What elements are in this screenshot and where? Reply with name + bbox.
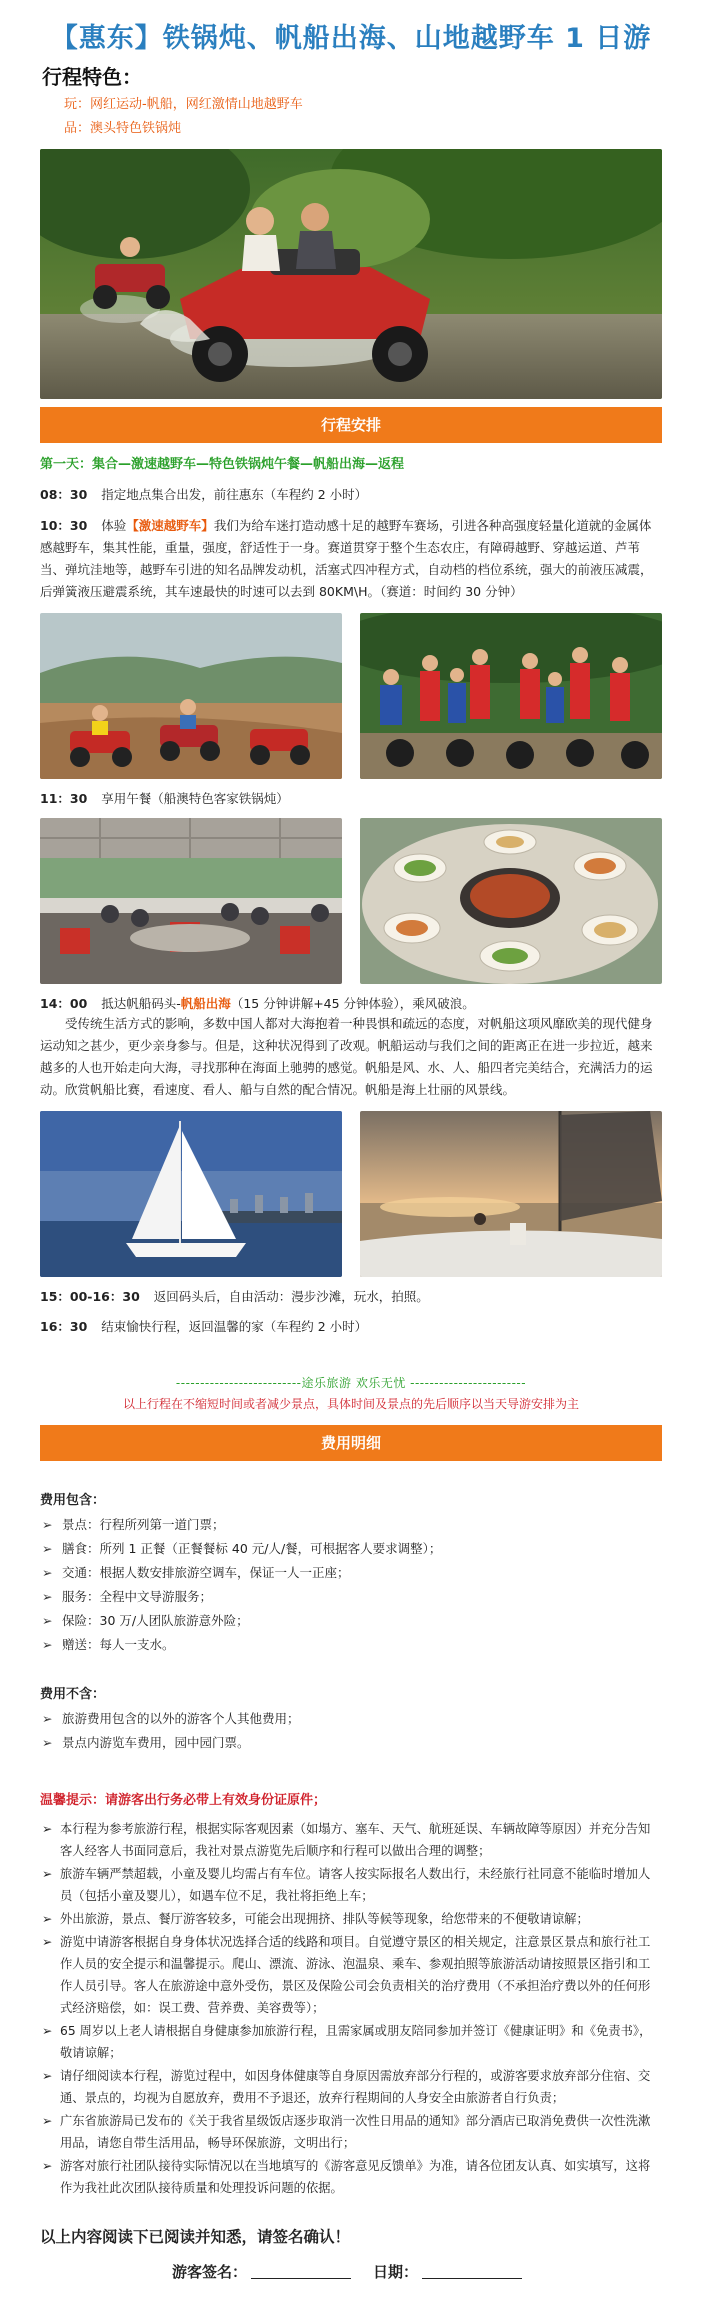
list-item: ➢ 保险：30 万/人团队旅游意外险； (40, 1609, 662, 1633)
list-item: ➢ 请仔细阅读本行程，游览过程中，如因身体健康等自身原因需放弃部分行程的，或游客要求放弃部分住宿、交通、景点的，均视为自愿放弃，费用不予退还，放弃行程期间的人身安全由旅游者自行负责； (40, 2065, 662, 2109)
time-label: 14：00 (40, 995, 88, 1011)
lunch-photo-pair (40, 818, 662, 984)
arrow-bullet-icon: ➢ (42, 1911, 53, 1926)
fee-include-list (40, 1513, 662, 1657)
arrow-bullet-icon: ➢ (42, 1866, 53, 1881)
timeline-row-1500 (40, 1287, 662, 1306)
arrow-bullet-icon: ➢ (42, 1735, 53, 1751)
time-label: 16：30 (40, 1318, 88, 1334)
list-item: ➢ 膳食：所列 1 正餐（正餐餐标 40 元/人/餐，可根据客人要求调整）； (40, 1537, 662, 1561)
timeline-text: 享用午餐（船澳特色客家铁锅炖） (101, 790, 289, 806)
features-heading: 行程特色： (42, 65, 142, 89)
sailing-description: 受传统生活方式的影响，多数中国人都对大海抱着一种畏惧和疏远的态度，对帆船这项风靡欧美的现代健身运动知之甚少，更少亲身参与。但是，这种状况得到了改观。帆船运动与我们之间的距离正在进一步拉近，越来越多的人也开始走向大海，寻找那种在海面上驰骋的感觉。帆船是风、水、人、船四者完美结合，充满活力的运动。欣赏帆船比赛，看速度、看人、船与自然的配合情况。帆船是海上壮丽的风景线。 (40, 1016, 653, 1098)
atv-photo-pair (40, 613, 662, 779)
date-field[interactable] (422, 2261, 522, 2279)
slogan-divider: --------------------------途乐旅游 欢乐无忧 ------------------------ (175, 1376, 527, 1391)
tips-heading: 温馨提示：请游客出行务必带上有效身份证原件； (40, 1793, 327, 1809)
order-note: 以上行程在不缩短时间或者减少景点，具体时间及景点的先后顺序以当天导游安排为主 (122, 1396, 579, 1411)
arrow-bullet-icon: ➢ (42, 1589, 53, 1605)
signature-row (40, 2261, 662, 2284)
list-item: ➢ 游客对旅行社团队接待实际情况以在当地填写的《游客意见反馈单》为准，请各位团友认真、如实填写，这将作为我社此次团队接待质量和处理投诉问题的依据。 (40, 2155, 662, 2199)
timeline-text: 指定地点集合出发，前往惠东（车程约 2 小时） (101, 487, 368, 503)
fees-bar: 费用明细 (40, 1425, 662, 1461)
arrow-bullet-icon: ➢ (42, 1711, 53, 1727)
time-label: 11：30 (40, 790, 88, 806)
time-label: 10：30 (40, 517, 88, 533)
arrow-bullet-icon: ➢ (42, 1613, 53, 1629)
atv-trail-photo (40, 613, 342, 779)
highlight-atv: 【激速越野车】 (126, 517, 214, 533)
arrow-bullet-icon: ➢ (42, 1517, 53, 1533)
fee-exclude-list (40, 1707, 662, 1755)
restaurant-photo (40, 818, 342, 984)
signature-label: 游客签名： (171, 2262, 247, 2281)
arrow-bullet-icon: ➢ (42, 2068, 53, 2083)
highlight-sailing: 帆船出海 (180, 995, 231, 1011)
time-label: 08：30 (40, 487, 88, 503)
list-item: ➢ 旅游车辆严禁超载，小童及婴儿均需占有车位。请客人按实际报名人数出行，未经旅行社同意不能临时增加人员（包括小童及婴儿），如遇车位不足，我社将拒绝上车； (40, 1863, 662, 1907)
list-item: ➢ 景点：行程所列第一道门票； (40, 1513, 662, 1537)
arrow-bullet-icon: ➢ (42, 1565, 53, 1581)
day1-title: 第一天：集合—激速越野车—特色铁锅炖午餐—帆船出海—返程 (40, 457, 405, 472)
list-item: ➢ 65 周岁以上老人请根据自身健康参加旅游行程，且需家属或朋友陪同参加并签订《健康证明》和《免责书》，敬请谅解； (40, 2020, 662, 2064)
list-item: ➢ 服务：全程中文导游服务； (40, 1585, 662, 1609)
sunset-deck-photo (360, 1111, 662, 1277)
timeline-lead: 体验 (101, 517, 127, 533)
feature-taste: 品：澳头特色铁锅炖 (64, 121, 182, 136)
arrow-bullet-icon: ➢ (42, 1821, 53, 1836)
timeline-row-0830 (40, 485, 662, 504)
list-item: ➢ 游览中请游客根据自身身体状况选择合适的线路和项目。自觉遵守景区的相关规定，注意景区景点和旅行社工作人员的安全提示和温馨提示。爬山、漂流、游泳、泡温泉、乘车、参观拍照等旅游活动请按照景区指引和工作人员引导。客人在旅游途中意外受伤，景区及保险公司会负责相关的治疗费用（不承担治疗费以外的任何形式经济赔偿，如：误工费、营养费、美容费等）； (40, 1931, 662, 2019)
feature-play: 玩：网红运动-帆船，网红激情山地越野车 (64, 97, 303, 112)
list-item: ➢ 景点内游览车费用，园中园门票。 (40, 1731, 662, 1755)
signature-field[interactable] (251, 2261, 351, 2279)
list-item: ➢ 广东省旅游局已发布的《关于我省星级饭店逐步取消一次性日用品的通知》部分酒店已取消免费供一次性洗漱用品，请您自带生活用品，畅导环保旅游，文明出行； (40, 2110, 662, 2154)
timeline-row-1030 (40, 515, 662, 603)
timeline-lead: 抵达帆船码头- (101, 995, 181, 1011)
date-label: 日期： (373, 2262, 419, 2281)
arrow-bullet-icon: ➢ (42, 2023, 53, 2038)
list-item: ➢ 赠送：每人一支水。 (40, 1633, 662, 1657)
arrow-bullet-icon: ➢ (42, 1541, 53, 1557)
tips-list (40, 1818, 662, 2199)
timeline-row-1630 (40, 1317, 662, 1336)
atv-group-photo (360, 613, 662, 779)
page-title: 【惠东】铁锅炖、帆船出海、山地越野车 1 日游 (50, 23, 652, 54)
fee-exclude-heading: 费用不含： (40, 1687, 106, 1703)
schedule-bar: 行程安排 (40, 407, 662, 443)
timeline-text: 我们为给车迷打造动感十足的越野车赛场，引进各种高强度轻量化道就的金属体感越野车，集其性能，重量，强度，舒适性于一身。赛道贯穿于整个生态农庄，有障碍越野、穿越运道、芦苇当、弹坑洼地等，越野车引进的知名品牌发动机，活塞式四冲程方式，自动档的档位系统，强大的前液压减震，后弹簧液压避震系统，其车速最快的时速可以去到 80KM\H。（赛道：时间约 30 分钟） (40, 517, 653, 599)
sailboat-photo (40, 1111, 342, 1277)
time-label: 15：00-16：30 (40, 1289, 140, 1305)
timeline-text: （15 分钟讲解+45 分钟体验），乘风破浪。 (230, 995, 475, 1011)
timeline-row-1400 (40, 994, 662, 1013)
timeline-row-1130 (40, 789, 662, 808)
sailing-photo-pair (40, 1111, 662, 1277)
fee-include-heading: 费用包含： (40, 1493, 106, 1509)
list-item: ➢ 交通：根据人数安排旅游空调车，保证一人一正座； (40, 1561, 662, 1585)
list-item: ➢ 本行程为参考旅游行程，根据实际客观因素（如塌方、塞车、天气、航班延误、车辆故障等原因）并充分告知客人经客人书面同意后，我社对景点游览先后顺序和行程可以做出合理的调整； (40, 1818, 662, 1862)
list-item: ➢ 外出旅游，景点、餐厅游客较多，可能会出现拥挤、排队等候等现象，给您带来的不便敬请谅解； (40, 1908, 662, 1930)
timeline-text: 返回码头后，自由活动：漫步沙滩，玩水，拍照。 (153, 1289, 429, 1305)
iron-pot-dishes-photo (360, 818, 662, 984)
hero-atv-photo (40, 149, 662, 399)
arrow-bullet-icon: ➢ (42, 2158, 53, 2173)
arrow-bullet-icon: ➢ (42, 1934, 53, 1949)
confirm-notice: 以上内容阅读下已阅读并知悉，请签名确认！ (40, 2227, 351, 2246)
timeline-text: 结束愉快行程，返回温馨的家（车程约 2 小时） (101, 1318, 368, 1334)
list-item: ➢ 旅游费用包含的以外的游客个人其他费用； (40, 1707, 662, 1731)
arrow-bullet-icon: ➢ (42, 2113, 53, 2128)
arrow-bullet-icon: ➢ (42, 1637, 53, 1653)
